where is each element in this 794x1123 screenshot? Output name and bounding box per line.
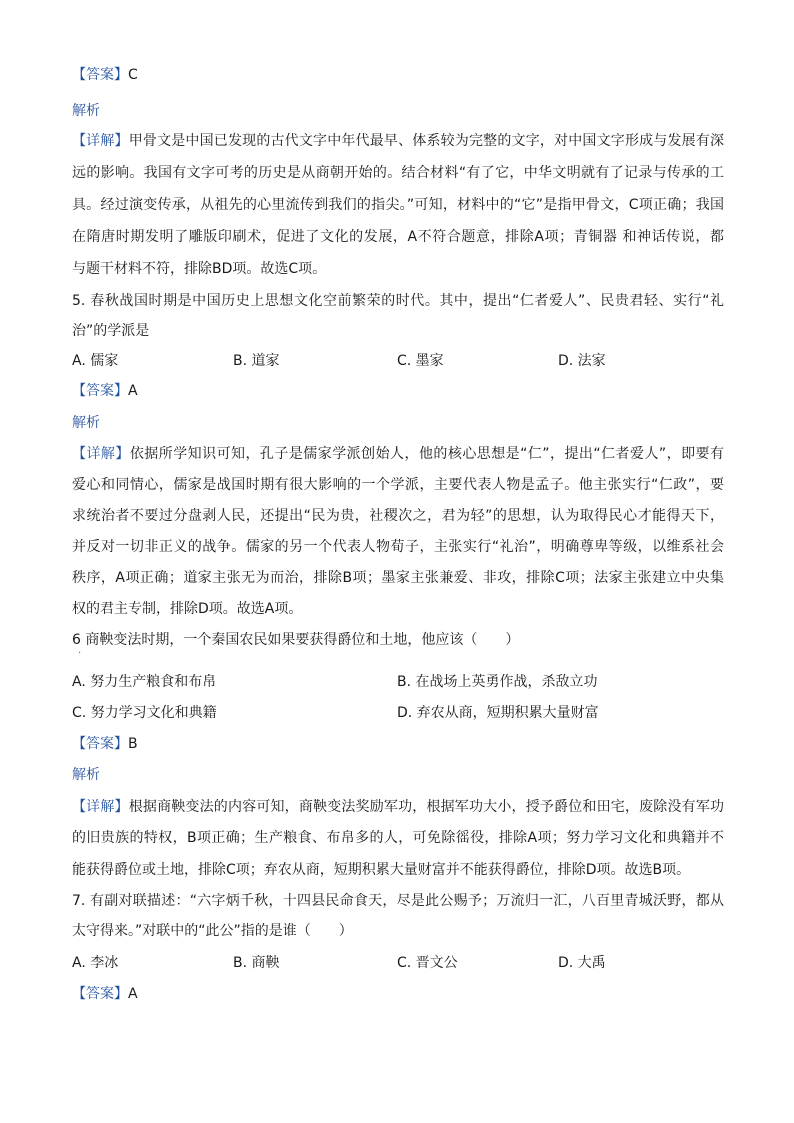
answer-value: B	[128, 736, 138, 752]
q5-option-c: C. 墨家	[397, 353, 444, 369]
q7-option-a: A. 李冰	[72, 955, 119, 971]
q7-answer	[72, 985, 724, 1003]
answer-value: C	[128, 67, 138, 83]
q5-detail-line: 求统治者不要过分盘剥人民，还提出“民为贵，社稷次之，君为轻”的思想，认为取得民心才能得天下，	[72, 508, 724, 524]
q6-option-c: C. 努力学习文化和典籍	[72, 705, 217, 721]
q5-detail-line: 秩序，A项正确；道家主张无为而治，排除B项；墨家主张兼爱、非攻，排除C项；法家主张建立中央集	[72, 570, 724, 586]
q6-detail-line: 的旧贵族的特权，B项正确；生产粮食、布帛多的人，可免除徭役，排除A项；努力学习文化和典籍并不	[72, 830, 724, 846]
q6-stem: 6 商鞅变法时期，一个秦国农民如果要获得爵位和土地，他应该（ ）	[72, 632, 520, 648]
q4-detail-line: 与题干材料不符，排除BD项。故选C项。	[72, 261, 327, 277]
q5-analysis	[72, 414, 724, 432]
q5-detail-line: 并反对一切非正义的战争。儒家的另一个代表人物荀子，主张实行“礼治”，明确尊卑等级，以维系社会	[72, 539, 724, 555]
q6-answer	[72, 735, 724, 753]
q4-detail-line: 在隋唐时期发明了雕版印刷术，促进了文化的发展，A不符合题意，排除A项；青铜器 和神话传说，都	[72, 229, 724, 245]
q5-answer	[72, 382, 724, 400]
answer-value: A	[128, 986, 138, 1002]
answer-tag: 【答案】	[72, 67, 128, 83]
answer-tag: 【答案】	[72, 736, 128, 752]
q4-detail-line: 远的影响。我国有文字可考的历史是从商朝开始的。结合材料“有了它，中华文明就有了记录与传承的工	[72, 165, 724, 181]
detail-tag: 【详解】	[72, 133, 129, 149]
q7-stem-line: 太守得来。”对联中的“此公”指的是谁（ ）	[72, 923, 353, 939]
q5-detail-line: 权的君主专制，排除D项。故选A项。	[72, 601, 303, 617]
q5-option-d: D. 法家	[558, 353, 606, 369]
q7-option-c: C. 晋文公	[397, 955, 458, 971]
analysis-tag: 解析	[72, 103, 100, 119]
analysis-tag: 解析	[72, 767, 100, 783]
analysis-tag: 解析	[72, 415, 100, 431]
q7-option-d: D. 大禹	[558, 955, 606, 971]
q4-answer	[72, 66, 724, 84]
detail-tag: 【详解】	[72, 799, 129, 815]
q6-option-a: A. 努力生产粮食和布帛	[72, 674, 217, 690]
q5-stem-line: 5. 春秋战国时期是中国历史上思想文化空前繁荣的时代。其中，提出“仁者爱人”、民贵君轻、实行“礼	[72, 293, 724, 309]
q5-option-a: A. 儒家	[72, 353, 119, 369]
q4-analysis	[72, 102, 724, 120]
q7-stem-line: 7. 有副对联描述：“六字炳千秋，十四县民命食天，尽是此公赐予；万流归一汇，八百里青城沃野，都从	[72, 893, 724, 909]
q5-stem-line: 治”的学派是	[72, 323, 150, 339]
q6-analysis	[72, 766, 724, 784]
answer-tag: 【答案】	[72, 383, 128, 399]
q5-option-b: B. 道家	[233, 353, 280, 369]
q4-detail-line: 【详解】甲骨文是中国已发现的古代文字中年代最早、体系较为完整的文字，对中国文字形成与发展有深	[72, 133, 725, 149]
q7-option-b: B. 商鞅	[233, 955, 280, 971]
q6-option-d: D. 弃农从商，短期积累大量财富	[397, 705, 599, 721]
detail-tag: 【详解】	[72, 446, 130, 462]
q6-option-b: B. 在战场上英勇作战，杀敌立功	[397, 674, 598, 690]
q5-detail-line: 【详解】依据所学知识可知，孔子是儒家学派创始人，他的核心思想是“仁”，提出“仁者爱人”，即要有	[72, 446, 724, 462]
q6-detail-line: 【详解】根据商鞅变法的内容可知，商鞅变法奖励军功，根据军功大小，授予爵位和田宅，废除没有军功	[72, 799, 725, 815]
q5-detail-line: 爱心和同情心，儒家是战国时期有很大影响的一个学派，主要代表人物是孟子。他主张实行“仁政”，要	[72, 477, 724, 493]
q6-detail-line: 能获得爵位或土地，排除C项；弃农从商，短期积累大量财富并不能获得爵位，排除D项。故选B项。	[72, 862, 691, 878]
answer-value: A	[128, 383, 138, 399]
answer-tag: 【答案】	[72, 986, 128, 1002]
stray-mark: ·	[78, 648, 82, 659]
q4-detail-line: 具。经过演变传承，从祖先的心里流传到我们的指尖。”可知，材料中的“它”是指甲骨文，C项正确；我国	[72, 197, 724, 213]
